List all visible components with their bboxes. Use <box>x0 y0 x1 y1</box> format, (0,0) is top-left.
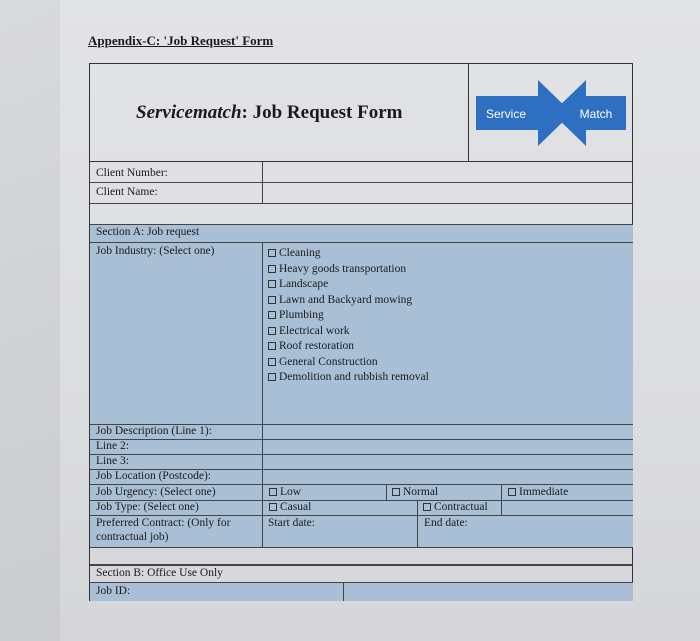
job-description-line2-label: Line 2: <box>96 440 129 452</box>
industry-option-label: Cleaning <box>279 247 321 259</box>
form-title-rest: : Job Request Form <box>241 102 403 123</box>
checkbox-icon <box>268 249 276 257</box>
preferred-contract-label-1: Preferred Contract: (Only for <box>96 517 231 529</box>
job-description-line1-label: Job Description (Line 1): <box>96 425 212 437</box>
checkbox-icon <box>268 296 276 304</box>
client-name-label: Client Name: <box>96 186 158 198</box>
industry-option[interactable] <box>268 370 429 385</box>
brand-name: Servicematch <box>136 102 242 123</box>
checkbox-icon <box>268 358 276 366</box>
preferred-contract-label-2: contractual job) <box>96 531 169 543</box>
industry-option[interactable] <box>268 355 378 370</box>
industry-option[interactable] <box>268 277 328 292</box>
form-title-row <box>90 64 633 162</box>
client-number-label: Client Number: <box>96 167 168 179</box>
checkbox-icon <box>268 265 276 273</box>
form-title <box>136 102 402 124</box>
job-description-line3-label: Line 3: <box>96 455 129 467</box>
title-divider <box>468 64 469 162</box>
job-location-label: Job Location (Postcode): <box>96 470 211 482</box>
industry-option-label: Landscape <box>279 278 329 290</box>
end-date-label: End date: <box>424 517 468 529</box>
industry-option[interactable] <box>268 262 406 277</box>
industry-option-label: General Construction <box>279 355 378 368</box>
industry-option-label: Heavy goods transportation <box>279 262 407 275</box>
checkbox-icon <box>508 488 516 496</box>
industry-option-label: Electrical work <box>279 324 350 337</box>
checkbox-icon <box>268 311 276 319</box>
urgency-immediate-option[interactable]: Immediate <box>508 485 568 500</box>
checkbox-icon <box>268 280 276 288</box>
job-id-label: Job ID: <box>96 585 131 597</box>
checkbox-icon <box>423 503 431 511</box>
checkbox-icon <box>268 327 276 335</box>
industry-option[interactable] <box>268 246 321 261</box>
urgency-normal-option[interactable]: Normal <box>392 485 438 500</box>
industry-option[interactable] <box>268 339 354 354</box>
appendix-heading: Appendix-C: 'Job Request' Form <box>88 33 274 48</box>
client-number-field[interactable] <box>263 163 633 182</box>
industry-option-label: Lawn and Backyard mowing <box>279 293 413 306</box>
industry-option[interactable] <box>268 324 350 339</box>
job-type-label: Job Type: (Select one) <box>96 501 199 513</box>
urgency-low-option[interactable]: Low <box>269 485 301 500</box>
industry-option-label: Plumbing <box>279 309 324 321</box>
checkbox-icon <box>269 488 277 496</box>
job-request-form <box>89 63 633 601</box>
section-a-title: Section A: Job request <box>96 226 200 238</box>
job-industry-label: Job Industry: (Select one) <box>96 245 215 257</box>
job-id-field[interactable] <box>344 583 633 601</box>
industry-option[interactable] <box>268 308 324 323</box>
checkbox-icon <box>268 373 276 381</box>
client-name-field[interactable] <box>263 183 633 203</box>
checkbox-icon <box>392 488 400 496</box>
industry-option-label: Roof restoration <box>279 340 355 352</box>
logo-service-label: Service <box>485 107 527 121</box>
checkbox-icon <box>269 503 277 511</box>
type-casual-option[interactable]: Casual <box>269 500 311 515</box>
start-date-label: Start date: <box>268 517 315 529</box>
type-contractual-option[interactable]: Contractual <box>423 500 488 515</box>
industry-option-label: Demolition and rubbish removal <box>279 371 429 383</box>
logo-match-label: Match <box>579 107 613 121</box>
job-urgency-label: Job Urgency: (Select one) <box>96 486 216 498</box>
checkbox-icon <box>268 342 276 350</box>
servicematch-logo <box>476 78 628 148</box>
section-b-title: Section B: Office Use Only <box>96 567 223 579</box>
industry-option[interactable] <box>268 293 412 308</box>
